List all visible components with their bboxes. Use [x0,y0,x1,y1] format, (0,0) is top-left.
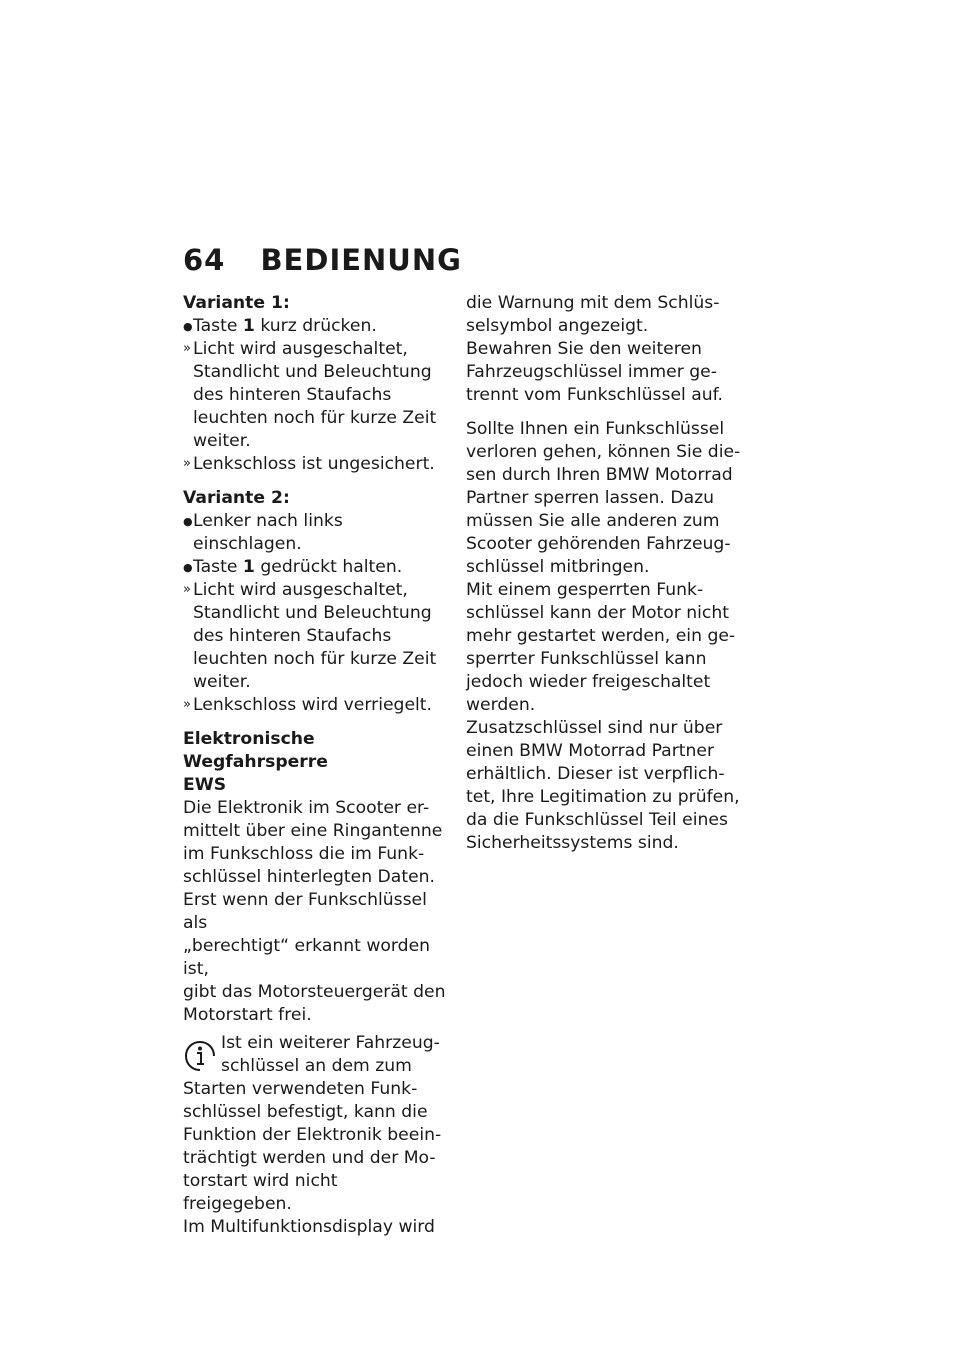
body-line: jedoch wieder freigeschaltet [466,672,711,692]
note-line: Funktion der Elektronik beein- [183,1125,442,1145]
note-line: schlüssel an dem zum [221,1056,412,1076]
body-line: da die Funkschlüssel Teil eines [466,810,728,830]
body-line: Scooter gehörenden Fahrzeug- [466,534,731,554]
body-line: schlüssel hinterlegten Daten. [183,867,435,887]
variant1-result-2 [183,453,451,476]
ews-heading-line: EWS [183,775,227,795]
result-line: Standlicht und Beleuchtung [193,603,432,623]
step-text-pre: Taste [193,316,243,336]
result-line: des hinteren Staufachs [193,385,392,405]
variant2-step-2 [183,556,451,579]
info-icon [183,1039,217,1073]
body-line: tet, Ihre Legitimation zu prüfen, [466,787,740,807]
note-line: Im Multifunktionsdisplay wird [183,1217,435,1237]
body-line: sperrter Funkschlüssel kann [466,649,707,669]
bullet-marker: ● [183,515,193,528]
result-line: Lenkschloss ist ungesichert. [193,454,435,474]
body-line: im Funkschloss die im Funk- [183,844,425,864]
right-paragraph-2 [466,418,746,855]
bullet-marker: ● [183,561,193,574]
ews-heading [183,728,451,797]
body-line: Die Elektronik im Scooter er- [183,798,430,818]
note-line: schlüssel befestigt, kann die [183,1102,428,1122]
body-line: Mit einem gesperrten Funk- [466,580,704,600]
result-line: leuchten noch für kurze Zeit [193,649,437,669]
body-line: werden. [466,695,536,715]
variant1-result-1 [183,338,451,453]
left-column [183,292,451,1239]
note-line: Starten verwendeten Funk- [183,1079,418,1099]
result-line: Licht wird ausgeschaltet, [193,339,408,359]
result-line: leuchten noch für kurze Zeit [193,408,437,428]
key-number: 1 [242,557,255,577]
result-marker: » [183,582,191,597]
body-line: Fahrzeugschlüssel immer ge- [466,362,717,382]
result-line: Lenkschloss wird verriegelt. [193,695,433,715]
body-line: verloren gehen, können Sie die- [466,442,741,462]
body-line: Sollte Ihnen ein Funkschlüssel [466,419,725,439]
variant2-heading: Variante 2: [183,488,290,508]
step-text: Lenker nach links einschlagen. [193,511,343,554]
variant2-result-2 [183,694,451,717]
step-text-post: gedrückt halten. [254,557,403,577]
result-line: weiter. [193,672,251,692]
result-line: des hinteren Staufachs [193,626,392,646]
body-line: „berechtigt“ erkannt worden ist, [183,936,431,979]
body-line: Bewahren Sie den weiteren [466,339,702,359]
info-note [183,1032,451,1239]
body-line: die Warnung mit dem Schlüs- [466,293,720,313]
right-column [466,292,746,855]
variant2-step-1 [183,510,451,556]
result-line: Licht wird ausgeschaltet, [193,580,408,600]
right-paragraph-1 [466,292,746,407]
note-line: trächtigt werden und der Mo- [183,1148,436,1168]
body-line: Zusatzschlüssel sind nur über [466,718,723,738]
page-header [183,240,462,280]
body-line: Sicherheitssystems sind. [466,833,679,853]
key-number: 1 [242,316,255,336]
step-text-pre: Taste [193,557,243,577]
ews-heading-line: Elektronische Wegfahrsperre [183,729,328,772]
body-line: einen BMW Motorrad Partner [466,741,715,761]
body-line: gibt das Motorsteuergerät den [183,982,446,1002]
note-line: torstart wird nicht freigegeben. [183,1171,338,1214]
note-line: Ist ein weiterer Fahrzeug- [221,1033,440,1053]
page-number: 64 [183,243,226,277]
body-line: erhältlich. Dieser ist verpflich- [466,764,725,784]
ews-body [183,797,451,1027]
result-line: weiter. [193,431,251,451]
body-line: sen durch Ihren BMW Motorrad [466,465,733,485]
result-marker: » [183,456,191,471]
body-line: schlüssel kann der Motor nicht [466,603,730,623]
body-line: selsymbol angezeigt. [466,316,649,336]
body-line: schlüssel mitbringen. [466,557,650,577]
body-line: müssen Sie alle anderen zum [466,511,720,531]
variant2-result-1 [183,579,451,694]
result-line: Standlicht und Beleuchtung [193,362,432,382]
body-line: mehr gestartet werden, ein ge- [466,626,736,646]
chapter-title: BEDIENUNG [260,243,462,277]
result-marker: » [183,341,191,356]
body-line: Erst wenn der Funkschlüssel als [183,890,427,933]
body-line: Motorstart frei. [183,1005,312,1025]
result-marker: » [183,697,191,712]
variant1-heading: Variante 1: [183,293,290,313]
body-line: trennt vom Funkschlüssel auf. [466,385,723,405]
body-line: mittelt über eine Ringantenne [183,821,443,841]
step-text-post: kurz drücken. [254,316,377,336]
body-line: Partner sperren lassen. Dazu [466,488,715,508]
variant1-step-1 [183,315,451,338]
bullet-marker: ● [183,320,193,333]
